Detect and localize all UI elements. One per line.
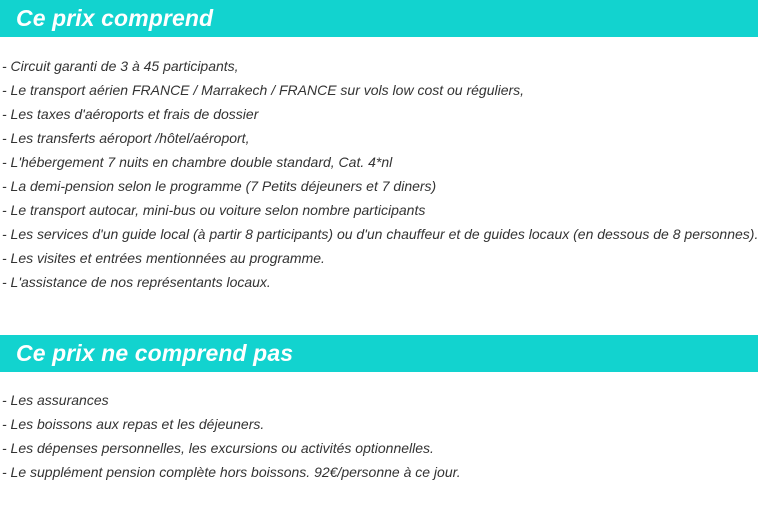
excluded-section bbox=[0, 335, 758, 484]
included-header: Ce prix comprend bbox=[0, 0, 758, 37]
included-item: - Le transport autocar, mini-bus ou voiture selon nombre participants bbox=[2, 202, 426, 218]
included-item: - Circuit garanti de 3 à 45 participants, bbox=[2, 58, 239, 74]
excluded-header: Ce prix ne comprend pas bbox=[0, 335, 758, 372]
included-item: - L'hébergement 7 nuits en chambre double standard, Cat. 4*nl bbox=[2, 154, 393, 170]
included-item: - La demi-pension selon le programme (7 Petits déjeuners et 7 diners) bbox=[2, 178, 437, 194]
excluded-item: - Le supplément pension complète hors boissons. 92€/personne à ce jour. bbox=[2, 464, 461, 480]
included-item: - Le transport aérien FRANCE / Marrakech / FRANCE sur vols low cost ou réguliers, bbox=[2, 82, 525, 98]
included-list bbox=[0, 54, 758, 294]
included-item: - Les services d'un guide local (à partir 8 participants) ou d'un chauffeur et de guides locaux (en dessous de 8 personnes). bbox=[2, 226, 758, 242]
excluded-list bbox=[0, 388, 758, 484]
excluded-item: - Les assurances bbox=[2, 392, 109, 408]
excluded-item: - Les dépenses personnelles, les excursions ou activités optionnelles. bbox=[2, 440, 434, 456]
included-item: - Les taxes d'aéroports et frais de dossier bbox=[2, 106, 259, 122]
included-item: - Les visites et entrées mentionnées au programme. bbox=[2, 250, 325, 266]
included-item: - Les transferts aéroport /hôtel/aéroport, bbox=[2, 130, 250, 146]
included-item: - L'assistance de nos représentants locaux. bbox=[2, 274, 271, 290]
excluded-item: - Les boissons aux repas et les déjeuners. bbox=[2, 416, 265, 432]
